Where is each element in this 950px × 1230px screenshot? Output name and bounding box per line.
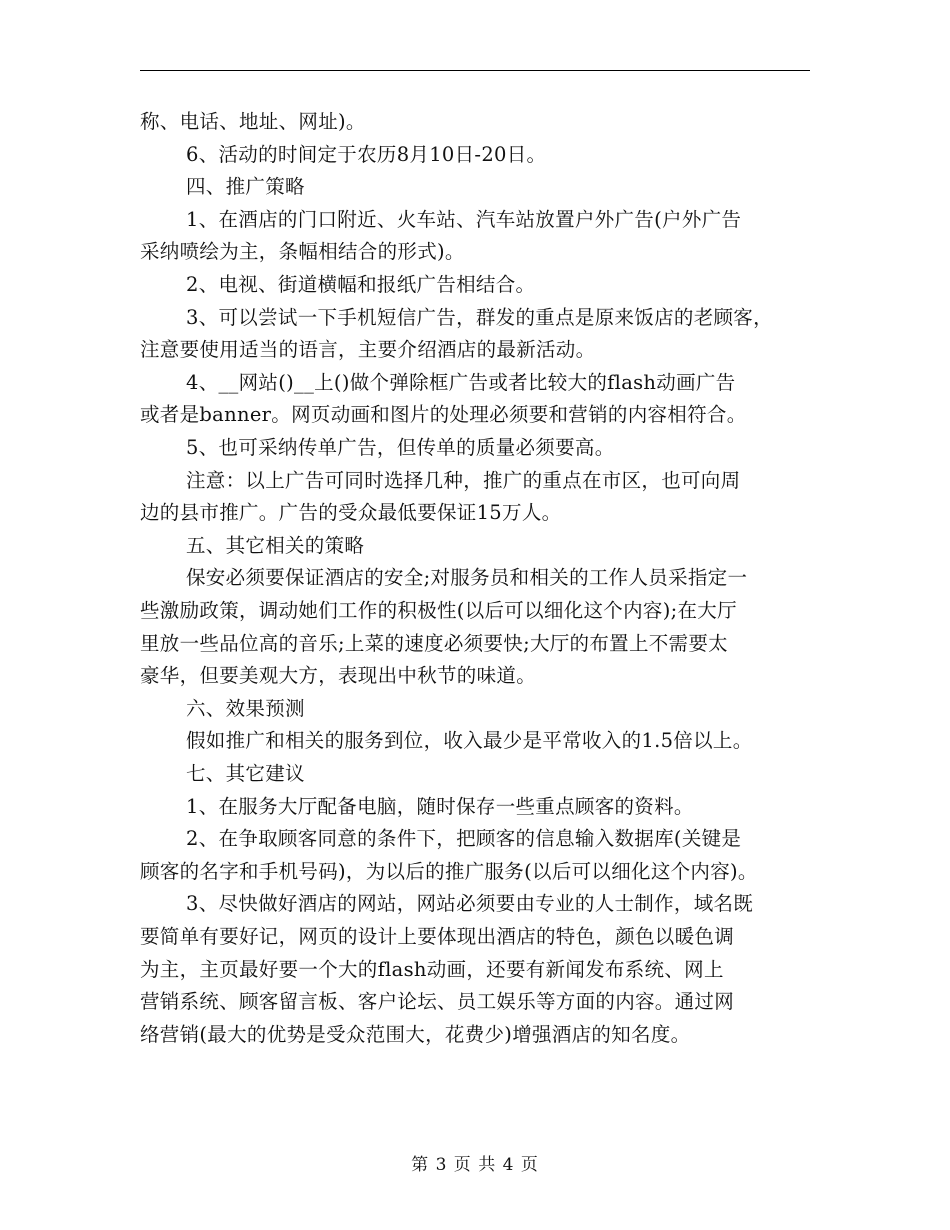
text-line: 注意：以上广告可同时选择几种，推广的重点在市区，也可向周 (186, 468, 741, 492)
text-line: 络营销(最大的优势是受众范围大，花费少)增强酒店的知名度。 (140, 1022, 691, 1046)
text-line: 假如推广和相关的服务到位，收入最少是平常收入的1.5倍以上。 (186, 729, 753, 753)
text-line: 要简单有要好记，网页的设计上要体现出酒店的特色，颜色以暖色调 (140, 925, 735, 948)
text-line: 保安必须要保证酒店的安全;对服务员和相关的工作人员采指定一 (186, 566, 748, 590)
text-line: 六、效果预测 (186, 696, 305, 720)
text-line: 豪华，但要美观大方，表现出中秋节的味道。 (140, 664, 537, 688)
header-rule (140, 70, 810, 71)
page-footer: 第 3 页 共 4 页 (411, 1155, 539, 1175)
text-line: 边的县市推广。广告的受众最低要保证15万人。 (140, 501, 562, 525)
text-line: 或者是banner。网页动画和图片的处理必须要和营销的内容相符合。 (140, 403, 747, 427)
text-line: 称、电话、地址、网址)。 (140, 110, 366, 133)
text-line: 顾客的名字和手机号码)，为以后的推广服务(以后可以细化这个内容)。 (140, 859, 758, 883)
text-line: 七、其它建议 (186, 762, 305, 785)
text-line: 里放一些品位高的音乐;上菜的速度必须要快;大厅的布置上不需要太 (140, 631, 728, 655)
text-line: 5、也可采纳传单广告，但传单的质量必须要高。 (186, 436, 615, 459)
text-line: 五、其它相关的策略 (186, 533, 365, 557)
text-line: 1、在服务大厅配备电脑，随时保存一些重点顾客的资料。 (186, 794, 694, 818)
text-line: 1、在酒店的门口附近、火车站、汽车站放置户外广告(户外广告 (186, 207, 742, 231)
text-line: 注意要使用适当的语言，主要介绍酒店的最新活动。 (140, 338, 596, 362)
text-line: 4、__网站()__上()做个弹除框广告或者比较大的flash动画广告 (186, 370, 736, 394)
text-line: 采纳喷绘为主，条幅相结合的形式)。 (140, 240, 465, 264)
text-line: 6、活动的时间定于农历8月10日-20日。 (186, 142, 547, 166)
text-line: 营销系统、顾客留言板、客户论坛、员工娱乐等方面的内容。通过网 (140, 990, 735, 1014)
text-line: 3、尽快做好酒店的网站，网站必须要由专业的人士制作，域名既 (186, 892, 754, 916)
text-line: 2、电视、街道横幅和报纸广告相结合。 (186, 273, 536, 296)
text-line: 为主，主页最好要一个大的flash动画，还要有新闻发布系统、网上 (140, 957, 724, 981)
text-line: 四、推广策略 (186, 175, 305, 199)
text-line: 3、可以尝试一下手机短信广告，群发的重点是原来饭店的老顾客， (186, 305, 773, 329)
text-line: 2、在争取顾客同意的条件下，把顾客的信息输入数据库(关键是 (186, 827, 742, 851)
text-line: 些激励政策，调动她们工作的积极性(以后可以细化这个内容);在大厅 (140, 599, 737, 622)
